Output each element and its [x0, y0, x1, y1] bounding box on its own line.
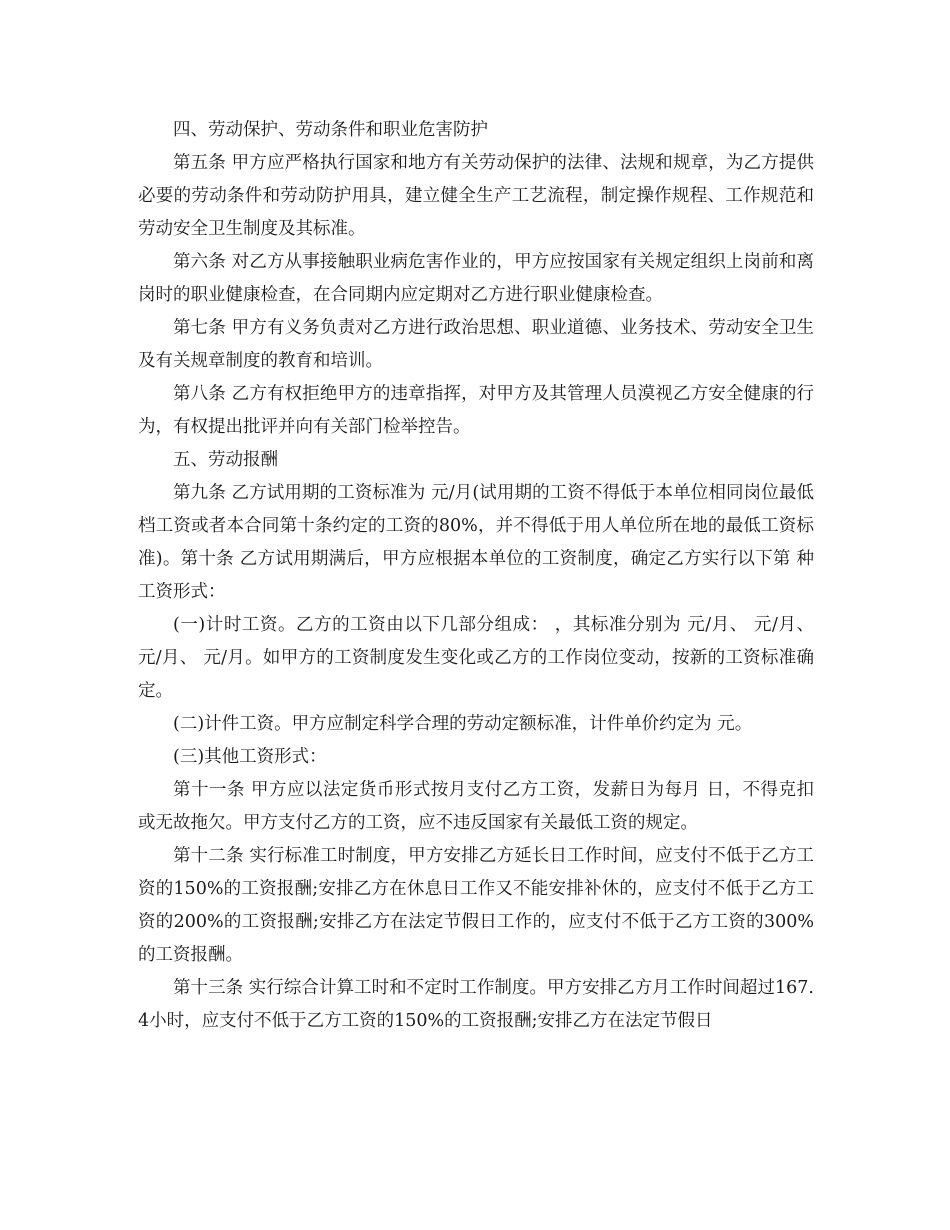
- section-heading-5: 五、劳动报酬: [173, 450, 278, 470]
- document-body: [138, 114, 814, 1038]
- wage-form-piece: (二)计件工资。甲方应制定科学合理的劳动定额标准，计件单价约定为 元。: [173, 714, 753, 734]
- article-11: 第十一条 甲方应以法定货币形式按月支付乙方工资，发薪日为每月 日，不得克扣或无故拖欠。甲方支付乙方的工资，应不违反国家有关最低工资的规定。: [138, 780, 814, 833]
- article-7: 第七条 甲方有义务负责对乙方进行政治思想、职业道德、业务技术、劳动安全卫生及有关规章制度的教育和培训。: [138, 318, 814, 371]
- article-5: 第五条 甲方应严格执行国家和地方有关劳动保护的法律、法规和规章，为乙方提供必要的劳动条件和劳动防护用具，建立健全生产工艺流程，制定操作规程、工作规范和劳动安全卫生制度及其标准。: [138, 153, 814, 239]
- wage-form-other: (三)其他工资形式：: [173, 747, 327, 767]
- article-8: 第八条 乙方有权拒绝甲方的违章指挥，对甲方及其管理人员漠视乙方安全健康的行为，有权提出批评并向有关部门检举控告。: [138, 384, 814, 437]
- article-13: 第十三条 实行综合计算工时和不定时工作制度。甲方安排乙方月工作时间超过167.4小时，应支付不低于乙方工资的150%的工资报酬;安排乙方在法定节假日: [138, 978, 814, 1031]
- article-12: 第十二条 实行标准工时制度，甲方安排乙方延长日工作时间，应支付不低于乙方工资的150%的工资报酬;安排乙方在休息日工作又不能安排补休的，应支付不低于乙方工资的200%的工资报酬;安排乙方在法定节假日工作的，应支付不低于乙方工资的300%的工资报酬。: [138, 846, 814, 965]
- article-6: 第六条 对乙方从事接触职业病危害作业的，甲方应按国家有关规定组织上岗前和离岗时的职业健康检查，在合同期内应定期对乙方进行职业健康检查。: [138, 252, 814, 305]
- section-heading-4: 四、劳动保护、劳动条件和职业危害防护: [173, 120, 488, 140]
- article-9-10: 第九条 乙方试用期的工资标准为 元/月(试用期的工资不得低于本单位相同岗位最低档工资或者本合同第十条约定的工资的80%，并不得低于用人单位所在地的最低工资标准)。第十条 乙方试用期满后，甲方应根据本单位的工资制度，确定乙方实行以下第 种工资形式：: [138, 483, 814, 602]
- wage-form-hourly: (一)计时工资。乙方的工资由以下几部分组成： ，其标准分别为 元/月、 元/月、 元/月、 元/月。如甲方的工资制度发生变化或乙方的工作岗位变动，按新的工资标准确定。: [138, 615, 814, 701]
